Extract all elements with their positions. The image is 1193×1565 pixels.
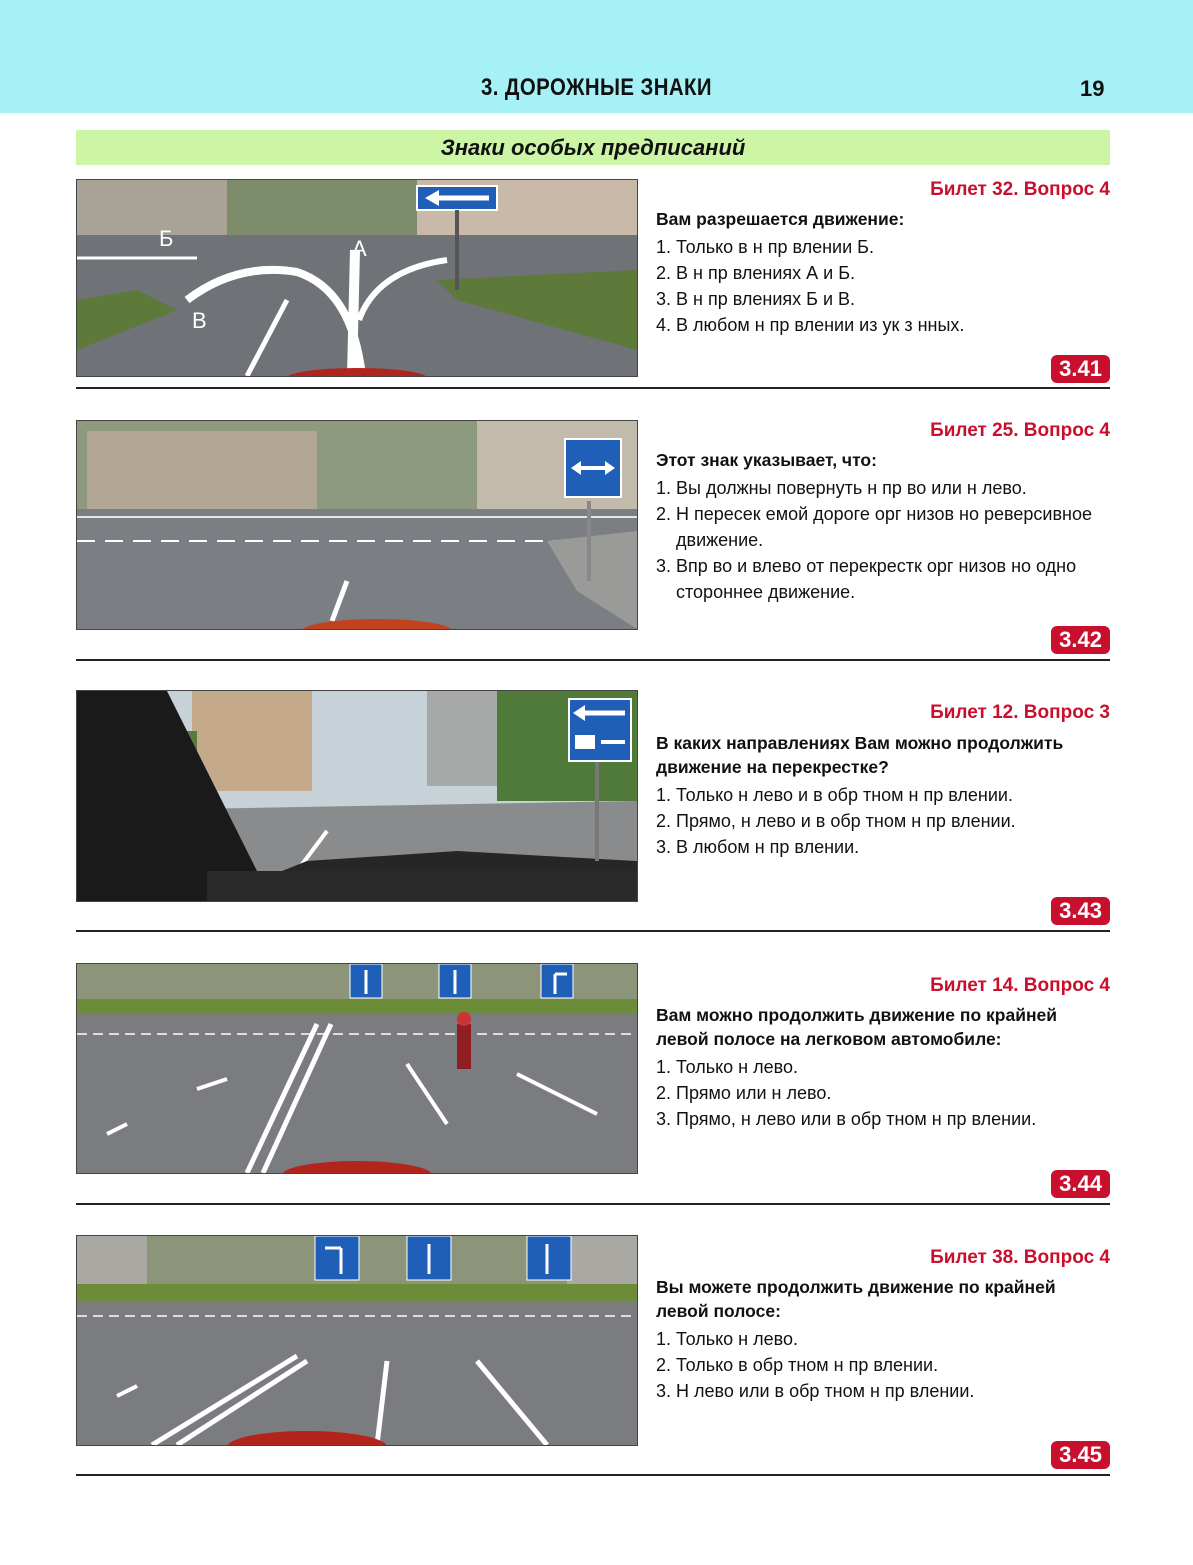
ticket-label: Билет 32. Вопрос 4 — [930, 179, 1110, 200]
answer-option: 2. В н пр влениях А и Б. — [656, 263, 856, 283]
label-a: А — [352, 236, 367, 261]
answers — [656, 1326, 1110, 1404]
label-v: В — [192, 308, 207, 333]
answer-option: 2. Н пересек емой дороге орг низов но реверсивное движение. — [656, 504, 1092, 550]
divider — [76, 387, 1110, 389]
divider — [76, 1474, 1110, 1476]
answer-option: 2. Прямо или н лево. — [656, 1083, 832, 1103]
answers — [656, 234, 1110, 338]
answer-option: 3. Н лево или в обр тном н пр влении. — [656, 1381, 975, 1401]
road-photo — [76, 420, 638, 630]
question-text: Этот знак указывает, что: — [656, 450, 877, 470]
question-block — [76, 420, 1110, 663]
answers — [656, 1054, 1110, 1132]
road-photo — [76, 690, 638, 902]
question-text: Вам можно продолжить движение по крайней левой полосе на легковом автомобиле: — [656, 1005, 1058, 1049]
section-title: Знаки особых предписаний — [76, 130, 1110, 165]
ticket-label: Билет 25. Вопрос 4 — [930, 420, 1110, 441]
question-badge: 3.43 — [1051, 897, 1110, 925]
answer-option: 4. В любом н пр влении из ук з нных. — [656, 315, 965, 335]
question-text: Вы можете продолжить движение по крайней левой полосе: — [656, 1277, 1056, 1321]
divider — [76, 1203, 1110, 1205]
answer-option: 1. Вы должны повернуть н пр во или н лево. — [656, 478, 1027, 498]
road-photo — [76, 963, 638, 1174]
answer-option: 1. Только н лево. — [656, 1329, 799, 1349]
road-photo — [76, 179, 638, 377]
answer-option: 3. Впр во и влево от перекрестк орг низов но одно стороннее движение. — [656, 556, 1077, 602]
road-photo — [76, 1235, 638, 1446]
answer-option: 3. Прямо, н лево или в обр тном н пр влении. — [656, 1109, 1037, 1129]
label-b: Б — [159, 226, 174, 251]
question-text: Вам разрешается движение: — [656, 209, 905, 229]
answer-option: 1. Только н лево и в обр тном н пр влении. — [656, 785, 1013, 805]
question-badge: 3.42 — [1051, 626, 1110, 654]
ticket-label: Билет 38. Вопрос 4 — [930, 1247, 1110, 1268]
question-block — [76, 963, 1110, 1207]
answer-option: 3. В н пр влениях Б и В. — [656, 289, 856, 309]
question-block — [76, 690, 1110, 934]
divider — [76, 659, 1110, 661]
chapter-title: 3. ДОРОЖНЫЕ ЗНАКИ — [480, 74, 713, 101]
ticket-label: Билет 14. Вопрос 4 — [930, 975, 1110, 996]
question-block — [76, 1235, 1110, 1479]
question-badge: 3.45 — [1051, 1441, 1110, 1469]
question-badge: 3.41 — [1051, 355, 1110, 383]
question-text: В каких направлениях Вам можно продолжить движение на перекрестке? — [656, 733, 1064, 777]
page-number: 19 — [1080, 76, 1105, 101]
answer-option: 1. Только н лево. — [656, 1057, 799, 1077]
answer-option: 2. Прямо, н лево и в обр тном н пр влении. — [656, 811, 1016, 831]
question-badge: 3.44 — [1051, 1170, 1110, 1198]
answers — [656, 475, 1110, 605]
ticket-label: Билет 12. Вопрос 3 — [930, 702, 1110, 723]
divider — [76, 930, 1110, 932]
answers — [656, 782, 1110, 860]
answer-option: 1. Только в н пр влении Б. — [656, 237, 874, 257]
answer-option: 3. В любом н пр влении. — [656, 837, 860, 857]
answer-option: 2. Только в обр тном н пр влении. — [656, 1355, 939, 1375]
question-block — [76, 179, 1110, 391]
